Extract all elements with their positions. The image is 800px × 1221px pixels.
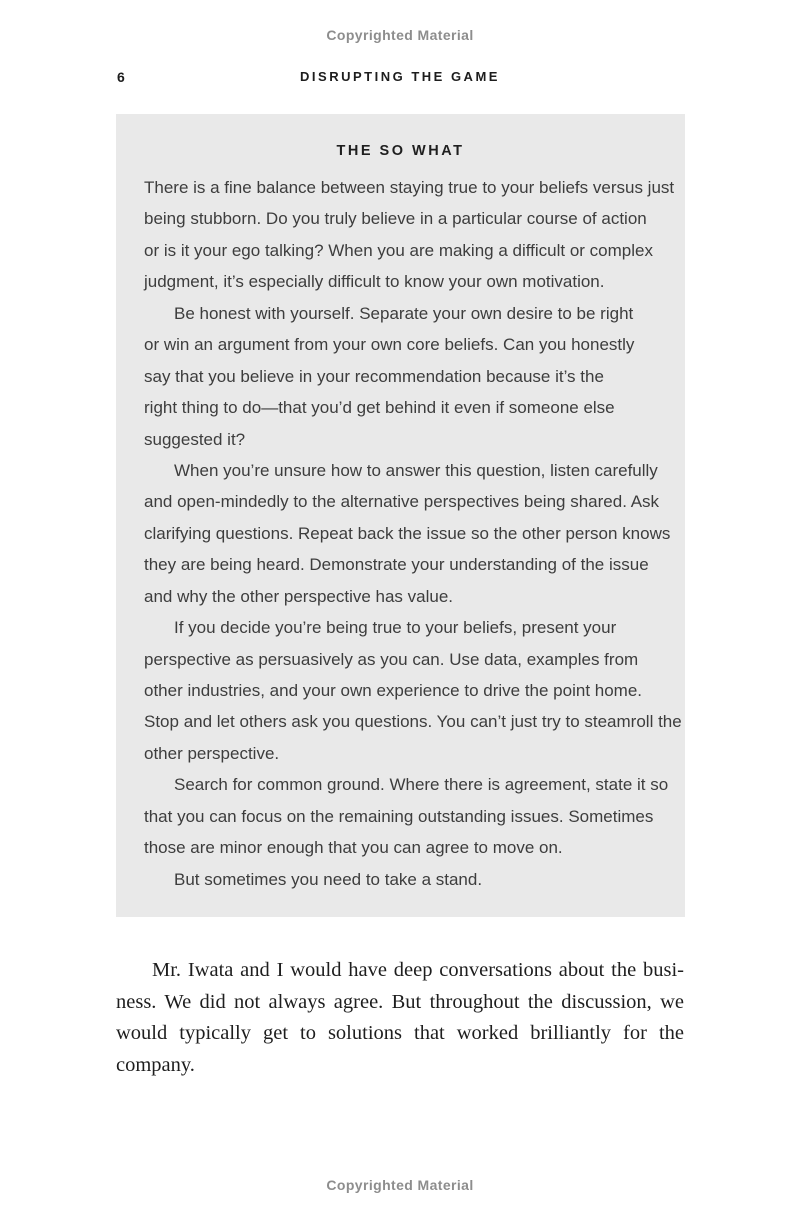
callout-text-line: clarifying questions. Repeat back the issue so the other person knows bbox=[144, 523, 671, 543]
callout-text-line: When you’re unsure how to answer this question, listen carefully bbox=[174, 460, 658, 480]
running-header bbox=[0, 69, 800, 87]
body-text-line: Mr. Iwata and I would have deep conversations about the busi- bbox=[152, 959, 684, 981]
callout-text-line: those are minor enough that you can agree to move on. bbox=[144, 838, 563, 858]
callout-text-line: Search for common ground. Where there is agreement, state it so bbox=[174, 775, 669, 795]
callout-body bbox=[144, 172, 682, 895]
callout-text-line: Stop and let others ask you questions. You can’t just try to steamroll the bbox=[144, 712, 682, 732]
callout-text-line: being stubborn. Do you truly believe in a particular course of action bbox=[144, 209, 647, 229]
callout-box bbox=[116, 114, 685, 917]
body-text-line: would typically get to solutions that worked brilliantly for the bbox=[116, 1022, 684, 1044]
copyright-notice-bottom: Copyrighted Material bbox=[326, 1177, 474, 1193]
running-header-title: DISRUPTING THE GAME bbox=[300, 69, 500, 84]
callout-text-line: right thing to do—that you’d get behind it even if someone else bbox=[144, 398, 615, 418]
callout-text-line: If you decide you’re being true to your beliefs, present your bbox=[174, 618, 617, 638]
callout-text-line: But sometimes you need to take a stand. bbox=[174, 869, 483, 889]
callout-title: THE SO WHAT bbox=[336, 143, 465, 159]
callout-text-line: suggested it? bbox=[144, 429, 246, 449]
callout-text-line: Be honest with yourself. Separate your own desire to be right bbox=[174, 303, 634, 323]
body-text-line: company. bbox=[116, 1053, 195, 1076]
page-number: 6 bbox=[117, 69, 125, 85]
copyright-notice-top: Copyrighted Material bbox=[326, 27, 474, 43]
callout-text-line: other industries, and your own experience to drive the point home. bbox=[144, 681, 643, 700]
callout-text-line: There is a fine balance between staying true to your beliefs versus just bbox=[144, 178, 675, 197]
callout-text-line: perspective as persuasively as you can. Use data, examples from bbox=[144, 649, 639, 669]
callout-text-line: and why the other perspective has value. bbox=[144, 586, 454, 606]
callout-text-line: and open-mindedly to the alternative perspectives being shared. Ask bbox=[144, 492, 660, 512]
callout-text-line: judgment, it’s especially difficult to know your own motivation. bbox=[144, 272, 605, 292]
body-text-line: ness. We did not always agree. But throughout the discussion, we bbox=[116, 990, 684, 1013]
callout-text-line: other perspective. bbox=[144, 743, 280, 763]
callout-text-line: say that you believe in your recommendation because it’s the bbox=[144, 366, 604, 386]
callout-text-line: or is it your ego talking? When you are making a difficult or complex bbox=[144, 240, 653, 260]
callout-text-line: or win an argument from your own core beliefs. Can you honestly bbox=[144, 335, 635, 355]
body-paragraph bbox=[116, 955, 684, 1081]
callout-text-line: they are being heard. Demonstrate your understanding of the issue bbox=[144, 555, 649, 575]
callout-text-line: that you can focus on the remaining outstanding issues. Sometimes bbox=[144, 806, 654, 826]
